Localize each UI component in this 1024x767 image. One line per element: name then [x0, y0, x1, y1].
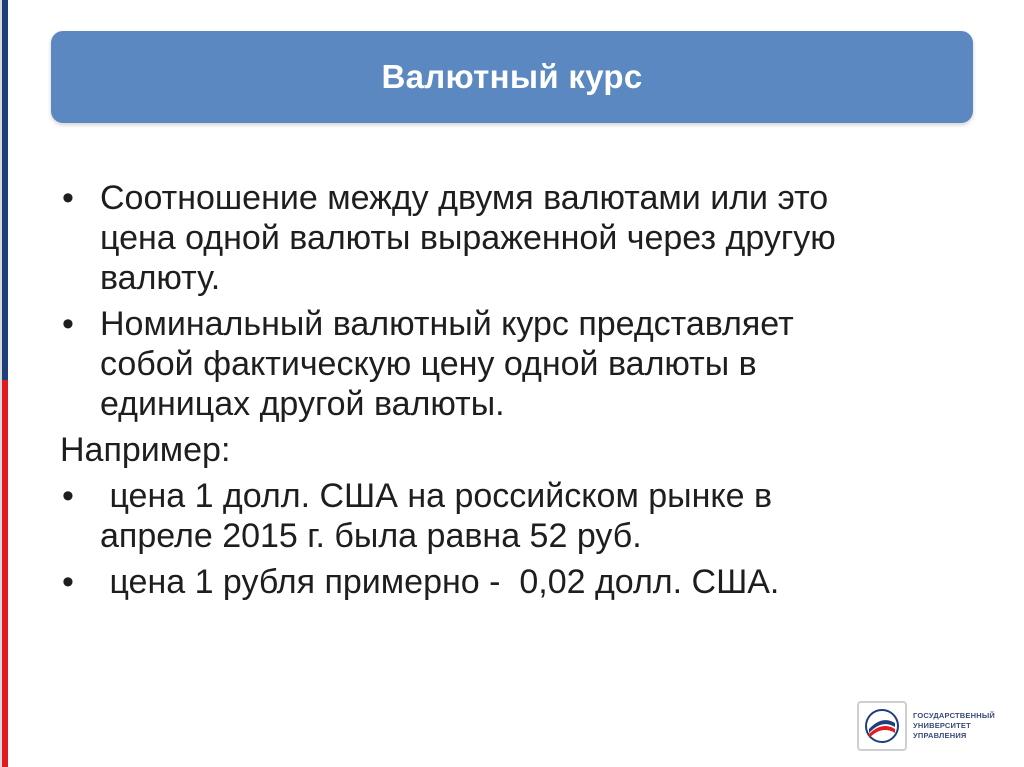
- example-label: Например:: [60, 431, 231, 469]
- bullet-line: Номинальный валютный курс представляет: [100, 305, 794, 343]
- university-emblem-icon: [857, 701, 907, 751]
- bullet-marker: •: [62, 179, 74, 217]
- bullet-marker: •: [62, 477, 74, 515]
- bullet-line: цена 1 долл. США на российском рынке в: [100, 477, 773, 515]
- university-name: [913, 711, 995, 741]
- bullet-line: валюту.: [100, 259, 221, 297]
- bullet-line: единицах другой валюты.: [100, 385, 505, 423]
- bullet-line: цена одной валюты выраженной через другую: [100, 219, 836, 257]
- bullet-item: [60, 304, 960, 424]
- flag-strip: [0, 0, 12, 767]
- flag-stripe-edge: [0, 0, 2, 767]
- bullet-item: [60, 178, 960, 298]
- bullet-item: [60, 476, 960, 556]
- university-name-line: ГОСУДАРСТВЕННЫЙ: [913, 711, 995, 720]
- bullet-line: цена 1 рубля примерно - 0,02 долл. США.: [100, 563, 780, 601]
- university-name-line: УНИВЕРСИТЕТ: [913, 721, 971, 730]
- emblem-graphic: [863, 707, 901, 745]
- bullet-item: [60, 562, 960, 602]
- bullet-line: апреле 2015 г. была равна 52 руб.: [100, 517, 642, 555]
- bullet-line: Соотношение между двумя валютами или это: [100, 179, 829, 217]
- bullet-marker: •: [62, 563, 74, 601]
- title-banner: [51, 31, 973, 123]
- bullet-marker: •: [62, 305, 74, 343]
- university-logo: [857, 698, 997, 754]
- university-name-line: УПРАВЛЕНИЯ: [913, 731, 967, 740]
- slide-body: [60, 178, 960, 608]
- slide-title: Валютный курс: [381, 58, 643, 95]
- bullet-line: собой фактическую цену одной валюты в: [100, 345, 757, 383]
